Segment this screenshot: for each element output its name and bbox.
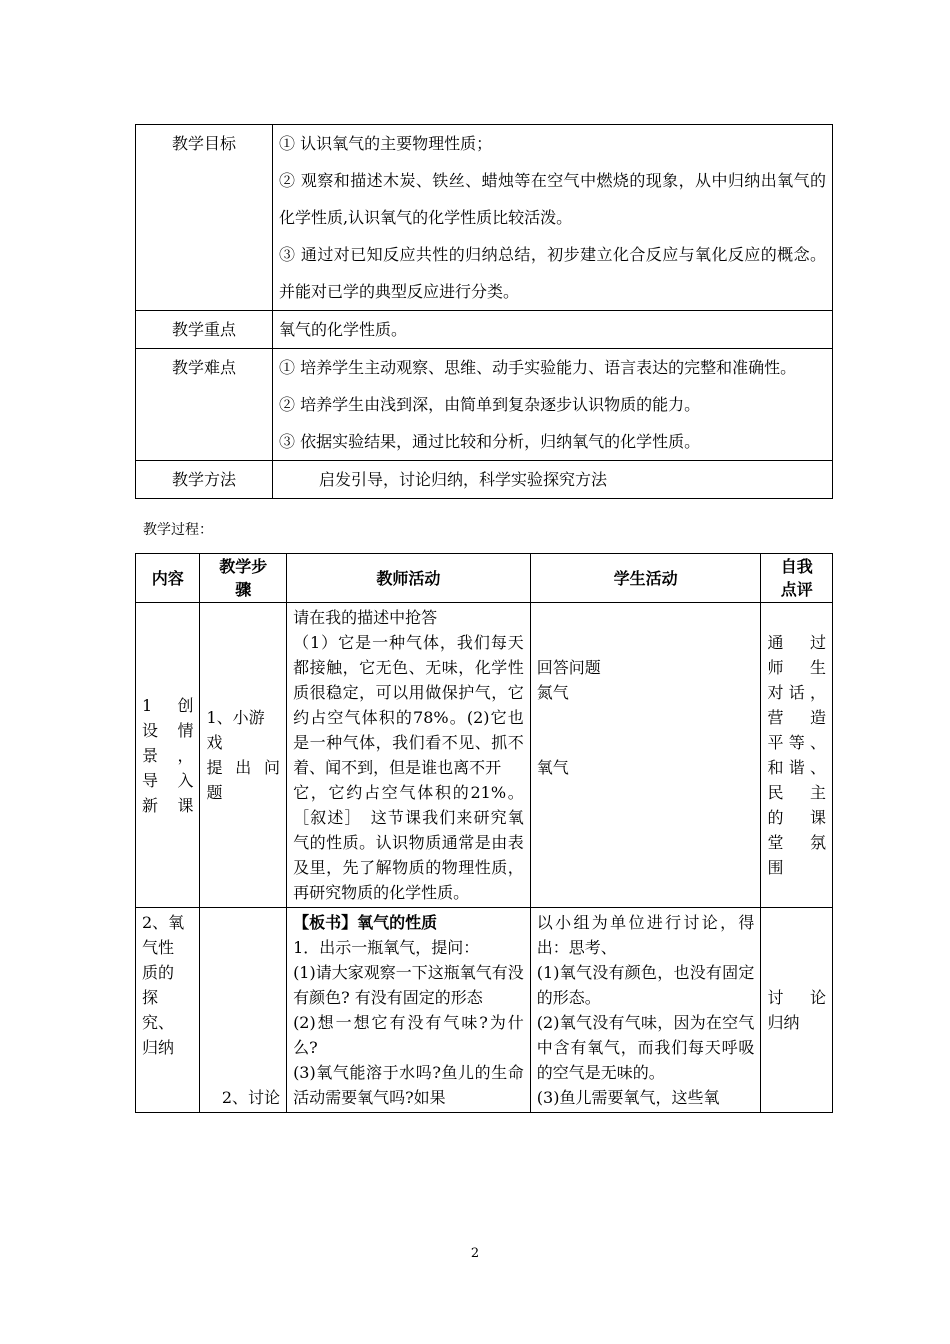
review-cell [761, 908, 833, 1113]
cell-line: 营 造 [767, 708, 826, 727]
content-line: 启发引导，讨论归纳，科学实验探究方法 [319, 470, 608, 489]
cell-line: ［叙述］ 这节课我们来研究氧气的性质。认识物质通常是由表及里，先了解物质的物理性质，再研究物质的化学性质。 [293, 808, 524, 902]
table-row [136, 603, 833, 908]
cell-line: 归纳 [142, 1038, 175, 1057]
cell-line: 平等、 [767, 733, 826, 752]
board-heading [293, 910, 524, 935]
table-header-row [136, 554, 833, 603]
header-line: 自我 [780, 557, 813, 576]
cell-line: 题 [206, 783, 223, 802]
board-heading-text: 氧气的性质 [357, 913, 438, 932]
header-line: 骤 [235, 580, 252, 599]
cell-line: 1、小游 [206, 708, 265, 727]
content-cell [136, 603, 200, 908]
cell-line: 导 入 [142, 770, 194, 790]
cell-line: 围 [767, 858, 784, 877]
review-cell [761, 603, 833, 908]
process-label: 教学过程： [143, 522, 213, 538]
student-cell [530, 603, 761, 908]
cell-line: 戏 [206, 733, 223, 752]
cell-line: 氮气 [536, 683, 569, 702]
steps-cell [200, 908, 287, 1113]
cell-line: （1）它是一种气体，我们每天都接触，它无色、无味，化学性质很稳定，可以用做保护气，它约占空气体积的78%。(2)它也是一种气体，我们看不见、抓不着、闻不到，但是谁也离不开 [293, 633, 524, 777]
steps-cell [200, 603, 287, 908]
teacher-cell [287, 908, 531, 1113]
cell-line: 它，它约占空气体积的21%。 [293, 783, 524, 802]
row-content [273, 311, 833, 349]
cell-line: 气性 [142, 938, 175, 957]
header-line: 点评 [780, 580, 813, 599]
cell-line: 氧气 [536, 758, 569, 777]
content-line: ③ 依据实验结果，通过比较和分析，归纳氧气的化学性质。 [279, 432, 701, 451]
cell-line: 师 生 [767, 658, 826, 677]
row-content [273, 461, 833, 499]
header-review [761, 554, 833, 603]
cell-line: 通 过 [767, 633, 826, 652]
row-label: 教学目标 [136, 125, 273, 311]
table-row [136, 349, 833, 461]
cell-line: 请在我的描述中抢答 [293, 608, 438, 627]
header-line: 教学步 [219, 557, 268, 576]
row-label: 教学难点 [136, 349, 273, 461]
cell-line: 景 ， [142, 745, 194, 765]
teacher-cell [287, 603, 531, 908]
header-content: 内容 [136, 554, 200, 603]
header-steps [200, 554, 287, 603]
objectives-table [135, 124, 833, 499]
row-label: 教学重点 [136, 311, 273, 349]
cell-line: 堂 氛 [767, 833, 826, 852]
cell-line: 1．出示一瓶氧气，提问： [293, 938, 480, 957]
table-row [136, 461, 833, 499]
cell-line: 探 [142, 988, 159, 1007]
cell-line: 1 创 [142, 695, 194, 715]
header-student: 学生活动 [530, 554, 761, 603]
cell-line: (3)鱼儿需要氧气，这些氧 [536, 1088, 720, 1107]
content-line: 氧气的化学性质。 [279, 320, 408, 339]
page-number: 2 [470, 1246, 480, 1261]
cell-line: 对话， [767, 683, 826, 702]
cell-line: 和谐、 [767, 758, 826, 777]
cell-line: (1)请大家观察一下这瓶氧气有没有颜色? 有没有固定的形态 [293, 963, 524, 1007]
cell-line: 新课 [142, 795, 194, 815]
content-line: ② 观察和描述木炭、铁丝、蜡烛等在空气中燃烧的现象，从中归纳出氧气的化学性质,认识氧气的化学性质比较活泼。 [279, 171, 826, 227]
cell-line: 以小组为单位进行讨论，得出：思考、 [536, 913, 755, 957]
cell-line: 究、 [142, 1013, 175, 1032]
header-teacher: 教师活动 [287, 554, 531, 603]
cell-line: 提 出 问 [206, 758, 281, 777]
cell-line: (1)氧气没有颜色，也没有固定的形态。 [536, 963, 755, 1007]
cell-line: (2)氧气没有气味，因为在空气中含有氧气，而我们每天呼吸的空气是无味的。 [536, 1013, 755, 1082]
student-cell [530, 908, 761, 1113]
table-row [136, 908, 833, 1113]
cell-line: 设 情 [142, 720, 194, 740]
cell-line: 讨 论 [767, 988, 826, 1007]
cell-line: 质的 [142, 963, 175, 982]
cell-line: 回答问题 [536, 658, 601, 677]
cell-line: 归纳 [767, 1013, 800, 1032]
content-line: ② 培养学生由浅到深，由简单到复杂逐步认识物质的能力。 [279, 395, 701, 414]
row-label: 教学方法 [136, 461, 273, 499]
table-row [136, 125, 833, 311]
content-line: ③ 通过对已知反应共性的归纳总结，初步建立化合反应与氧化反应的概念。并能对已学的典型反应进行分类。 [279, 245, 826, 301]
cell-line: (3)氧气能溶于水吗?鱼儿的生命活动需要氧气吗?如果 [293, 1063, 524, 1107]
table-row [136, 311, 833, 349]
content-line: ① 认识氧气的主要物理性质； [279, 134, 493, 153]
content-line: ① 培养学生主动观察、思维、动手实验能力、语言表达的完整和准确性。 [279, 358, 797, 377]
board-heading-bracket: 【板书】 [293, 913, 358, 932]
process-table [135, 553, 833, 1113]
cell-line: 的 课 [767, 808, 826, 827]
cell-line: 2、氧 [142, 913, 185, 932]
cell-line: 2、讨论 [221, 1088, 281, 1107]
row-content [273, 125, 833, 311]
cell-line: 民 主 [767, 783, 826, 802]
content-cell [136, 908, 200, 1113]
row-content [273, 349, 833, 461]
cell-line: (2)想一想它有没有气味?为什么? [293, 1013, 524, 1057]
